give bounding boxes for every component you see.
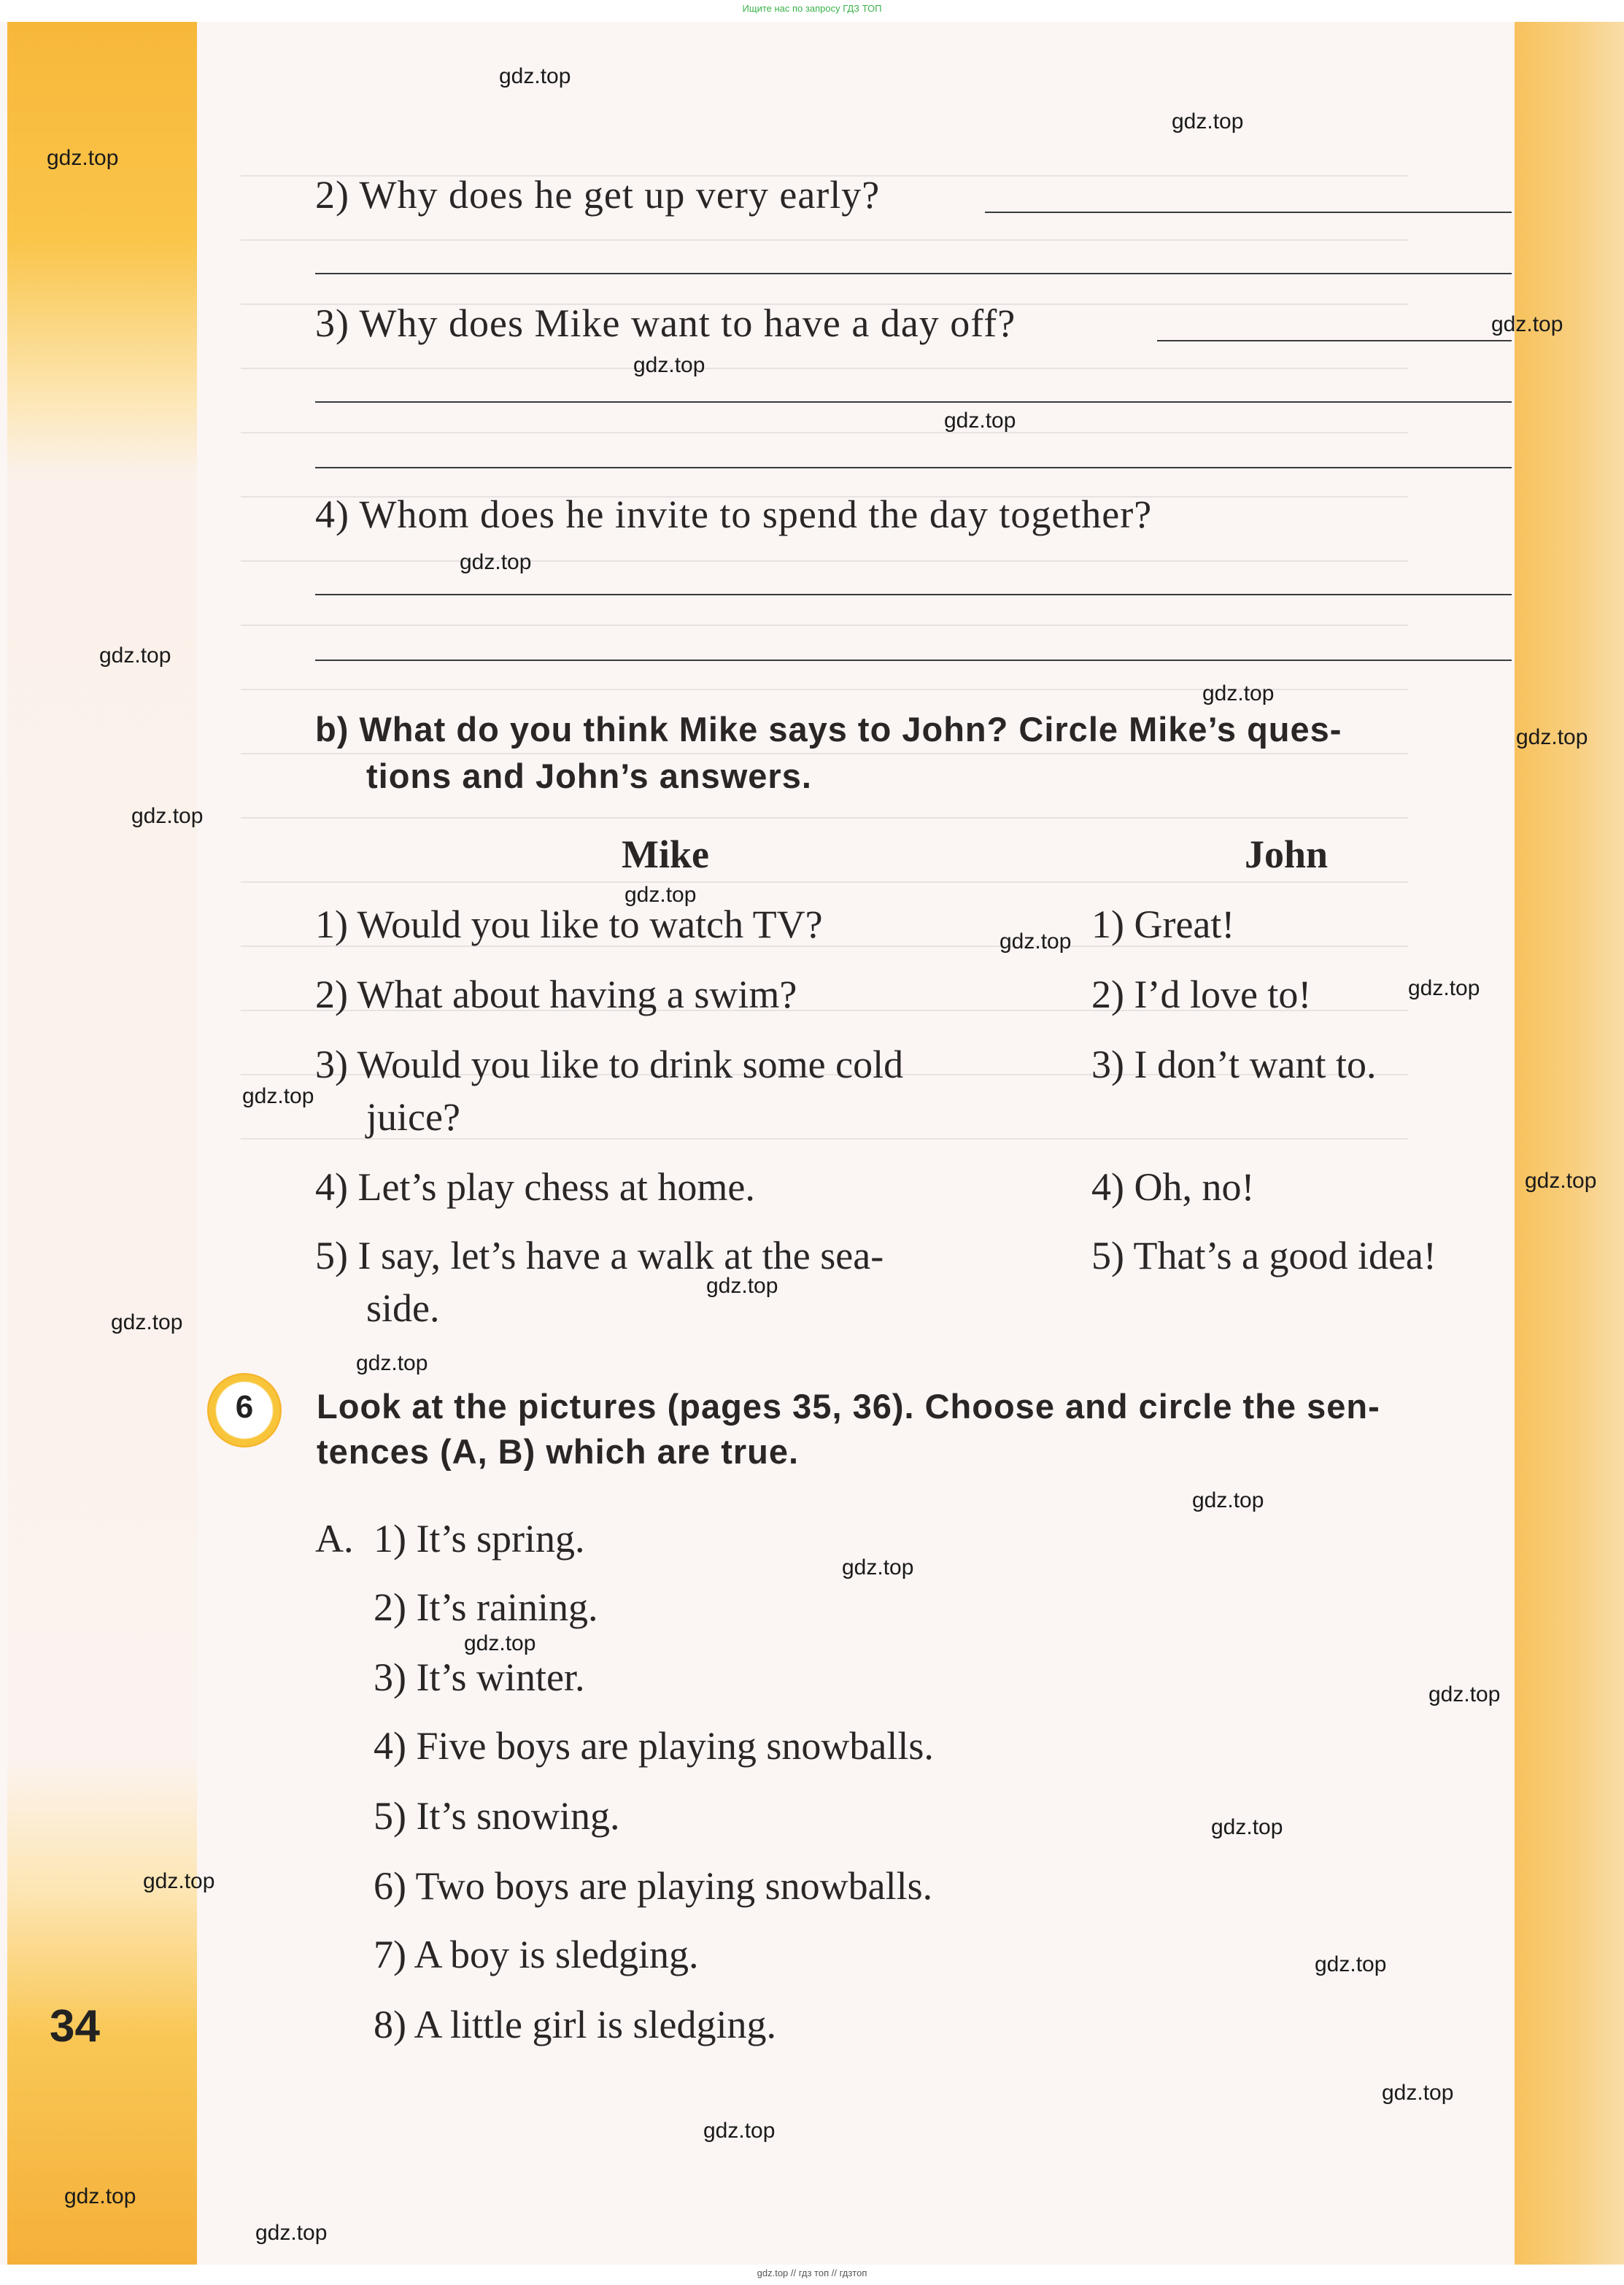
- answer-line[interactable]: [1157, 340, 1512, 341]
- watermark: gdz.top: [143, 1869, 215, 1893]
- watermark: gdz.top: [1192, 1488, 1264, 1512]
- watermark: gdz.top: [842, 1555, 914, 1580]
- exercise-6-instruction-line2: tences (A, B) which are true.: [317, 1432, 800, 1471]
- john-item-3[interactable]: 3) I don’t want to.: [1091, 1043, 1377, 1086]
- watermark: gdz.top: [625, 883, 697, 907]
- watermark: gdz.top: [356, 1351, 428, 1375]
- question-number: 2): [315, 173, 349, 217]
- watermark: gdz.top: [64, 2184, 136, 2208]
- watermark: gdz.top: [944, 409, 1016, 433]
- mike-item-3-continued: juice?: [366, 1095, 460, 1139]
- mike-item-5-continued: side.: [366, 1286, 440, 1330]
- question-text: Why does Mike want to have a day off?: [359, 301, 1016, 345]
- watermark: gdz.top: [1516, 725, 1588, 749]
- section-a-label: A.: [315, 1517, 354, 1561]
- sentence-item-3[interactable]: 3) It’s winter.: [374, 1655, 585, 1699]
- question-2: [315, 172, 880, 217]
- answer-line[interactable]: [315, 273, 1512, 274]
- part-b-label: b): [315, 710, 349, 749]
- john-item-4[interactable]: 4) Oh, no!: [1091, 1165, 1255, 1209]
- watermark: gdz.top: [1428, 1682, 1501, 1706]
- sentence-item-7[interactable]: 7) A boy is sledging.: [374, 1933, 699, 1976]
- answer-line[interactable]: [315, 594, 1512, 595]
- watermark: gdz.top: [1382, 2081, 1454, 2105]
- watermark: gdz.top: [999, 929, 1072, 954]
- sentence-item-4[interactable]: 4) Five boys are playing snowballs.: [374, 1724, 934, 1768]
- part-b-instruction-line1: [315, 709, 1342, 749]
- answer-line[interactable]: [315, 467, 1512, 468]
- sentence-item-2[interactable]: 2) It’s raining.: [374, 1585, 598, 1629]
- exercise-6-instruction-line1: Look at the pictures (pages 35, 36). Choose and circle the sen-: [317, 1387, 1380, 1426]
- exercise-number-badge: 6: [207, 1373, 282, 1447]
- watermark: gdz.top: [99, 643, 171, 668]
- answer-line[interactable]: [315, 401, 1512, 403]
- mike-item-3[interactable]: 3) Would you like to drink some cold: [315, 1043, 904, 1086]
- watermark: gdz.top: [1491, 312, 1563, 336]
- watermark: gdz.top: [1408, 976, 1480, 1000]
- mike-column-title: Mike: [622, 832, 709, 876]
- part-b-instruction-line2: tions and John’s answers.: [366, 757, 812, 795]
- john-item-5[interactable]: 5) That’s a good idea!: [1091, 1234, 1437, 1277]
- watermark: gdz.top: [706, 1274, 778, 1298]
- watermark: gdz.top: [1202, 681, 1275, 705]
- watermark: gdz.top: [1172, 109, 1244, 134]
- bottom-source-note: gdz.top // гдз топ // гдзтоп: [757, 2267, 867, 2278]
- watermark: gdz.top: [1211, 1815, 1283, 1839]
- watermark: gdz.top: [460, 550, 532, 574]
- john-item-1[interactable]: 1) Great!: [1091, 902, 1235, 946]
- mike-item-5[interactable]: 5) I say, let’s have a walk at the sea-: [315, 1234, 884, 1277]
- question-number: 3): [315, 301, 349, 345]
- question-text: Whom does he invite to spend the day together?: [359, 492, 1153, 536]
- watermark: gdz.top: [255, 2221, 328, 2245]
- sentence-item-1[interactable]: 1) It’s spring.: [374, 1517, 585, 1561]
- sentence-item-5[interactable]: 5) It’s snowing.: [374, 1794, 620, 1838]
- mike-item-1[interactable]: 1) Would you like to watch TV?: [315, 902, 823, 946]
- watermark: gdz.top: [131, 804, 204, 828]
- page-number: 34: [50, 2001, 100, 2052]
- left-decorative-strip: [7, 22, 197, 2265]
- mike-item-2[interactable]: 2) What about having a swim?: [315, 973, 797, 1016]
- watermark: gdz.top: [111, 1310, 183, 1334]
- question-4: [315, 492, 1152, 537]
- watermark: gdz.top: [1525, 1169, 1597, 1193]
- watermark: gdz.top: [633, 353, 705, 377]
- answer-line[interactable]: [315, 660, 1512, 661]
- watermark: gdz.top: [1315, 1952, 1387, 1976]
- john-item-2[interactable]: 2) I’d love to!: [1091, 973, 1312, 1016]
- question-3: [315, 301, 1016, 346]
- question-number: 4): [315, 492, 349, 536]
- watermark: gdz.top: [499, 64, 571, 88]
- sentence-item-8[interactable]: 8) A little girl is sledging.: [374, 2003, 777, 2046]
- answer-line[interactable]: [985, 212, 1512, 213]
- sentence-item-6[interactable]: 6) Two boys are playing snowballs.: [374, 1864, 933, 1908]
- top-search-note: Ищите нас по запросу ГДЗ ТОП: [742, 3, 882, 14]
- watermark: gdz.top: [464, 1631, 536, 1655]
- watermark: gdz.top: [242, 1084, 314, 1108]
- watermark: gdz.top: [47, 146, 119, 170]
- right-decorative-strip: [1515, 22, 1624, 2265]
- question-text: Why does he get up very early?: [359, 173, 881, 217]
- john-column-title: John: [1245, 832, 1329, 876]
- mike-item-4[interactable]: 4) Let’s play chess at home.: [315, 1165, 755, 1209]
- watermark: gdz.top: [703, 2119, 776, 2143]
- part-b-instruction-text: What do you think Mike says to John? Circle Mike’s ques-: [359, 710, 1342, 749]
